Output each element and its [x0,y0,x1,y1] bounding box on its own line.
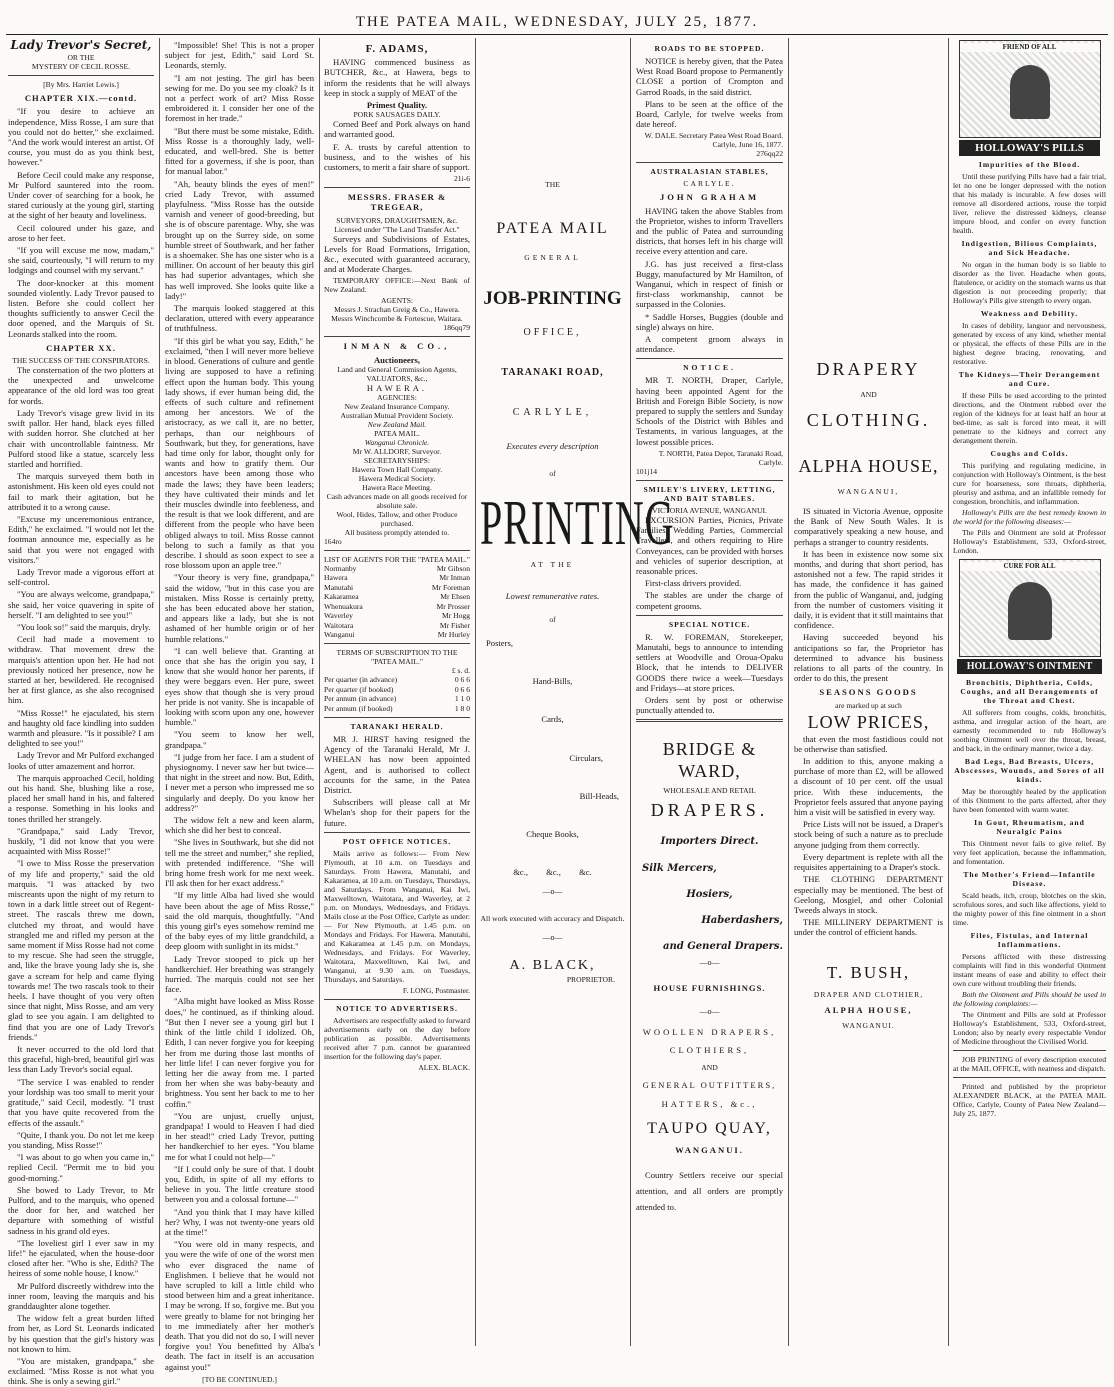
agents-heading: LIST OF AGENTS FOR THE "PATEA MAIL." [324,555,470,565]
ad-ref: 101j14 [636,466,658,476]
h-heading: In Gout, Rheumatism, and Neuralgic Pains [974,818,1085,836]
graham-text4: A competent groom always in attendance. [636,334,783,355]
foreman-text2: Orders sent by post or otherwise punctually attended to. [636,694,783,716]
divider [636,480,783,481]
agents-table [324,564,470,639]
column-drapery [794,40,943,1345]
figure-icon [1010,65,1050,119]
alpha-text: IS situated in Victoria Avenue, opposite the Bank of New South Wales. It is comparatively speaking a new house, and perhaps a stranger to country residents. [794,506,943,547]
alpha-and: AND [860,390,877,399]
roads-heading: ROADS TO BE STOPPED. [654,44,765,53]
jp-work: All work executed with accuracy and Dispatch. [480,913,625,923]
h-heading: Weakness and Debility. [980,309,1079,318]
jp-atthe: AT THE [530,559,575,569]
advertisers-sign: ALEX. BLACK. [418,1062,470,1072]
adams-pork: PORK SAUSAGES DAILY. [353,110,441,120]
inman-agency: New Zealand Mail. [367,420,427,430]
divider: —o— [542,932,563,942]
jp-rates: Lowest remunerative rates. [505,590,600,601]
smiley-heading: SMILEY'S LIVERY, LETTING, AND BAIT STABLES. [643,484,776,503]
terms-heading: TERMS OF SUBSCRIPTION TO THE "PATEA MAIL." [336,648,458,667]
bw-silk: Silk Mercers, [642,862,717,874]
h-text: In cases of debility, languor and nervousness, generated by excess of any kind, whether mental or physical, the effects of these Pills are in the highest degree bracing, renovating, and restorative. [953,321,1106,366]
h-heading: The Mother's Friend—Infantile Disease. [963,870,1096,888]
inman-secretaryship: Hawera Medical Society. [358,474,436,484]
divider [953,1077,1106,1078]
column-divider [630,38,631,1346]
alpha-low: LOW PRICES, [807,711,930,732]
inman-place: HAWERA. [366,382,428,393]
divider [324,643,470,644]
figure-icon [1008,582,1052,640]
bw-and: AND [701,1063,718,1073]
post-heading: POST OFFICE NOTICES. [342,836,452,846]
column-holloway [953,40,1106,1345]
divider [324,336,470,337]
inman-sub: Auctioneers, [373,354,421,365]
smiley-text: EXCURSION Parties, Picnics, Private Families, Wedding Parties, Commercial Travellers, and others requiring to Hire Conveyances, can be provided with horses and vehicles of superior description, at reasonable prices. [636,514,783,576]
smiley-text3: The stables are under the charge of competent grooms. [636,590,783,611]
story-byline: [By Mrs. Harriet Lewis.] [43,80,119,90]
cure-for-all-badge [959,559,1101,657]
inman-text: Land and General Commission Agents, [337,364,457,374]
chapter-text: The consternation of the two plotters at the unexpected and unwelcome appearance of the old lord was too great for words. Lady Trevor's visage grew livid in its swift pallor. Her hand, black eyes filled with sudden horror. She clutched at her chair with uncontrollable faintness. Mr Pulford stood like a statue, scarcely less startled and horrified. The marquis surveyed them both in astonishment. His keen old eyes could not fail to mark their agitation, but he attributed it to a wrong cause. "Excuse my unceremonious entrance, Edith," he exclaimed. "I would not let the footman announce me, especially as he said that you were not engaged with visitors." Lady Trevor made a vigorous effort at self-control. "You are always welcome, grandpapa," she said, her voice quavering in spite of herself. "I am delighted to see you!" "You look so!" said the marquis, dryly. Cecil had made a movement to withdraw. That movement drew the marquis's attention upon her. He had not previously noticed her presence, now he started at her, bewildered. He recognised her at first glance, as she also recognised him. "Miss Rosse!" he ejaculated, his stern and haughty old face kindling into sudden warmth and pleasure. "Is it possible? I am delighted to see you!" Lady Trevor and Mr Pulford exchanged looks of utter amazement and horror. The marquis approached Cecil, holding out his hand. She, blushing like a rose, placed her small hand in his, and faltered a response. Something in his looks and tones thrilled her strangely. "Grandpapa," said Lady Trevor, huskily, "I did not know that you were acquainted with Miss Rosse!" "I owe to Miss Rosse the preservation of my life and property," said the old marquis. "I was attacked by two miscreants upon the night of my return to town in a dark little street out of Regent-street. The rascals threw me down, clutched my throat, and would have strangled me and rifled my person at the same moment if Miss Rosse had not come to my rescue. She had seen the struggle, and, like the brave young lady she is, she gave a scream for help and came flying towards me! The two rascals took to their heels. I have thought of you very often since that night, Miss Rosse, and am very glad to see you again. I am delighted to find that you are one of Lady Trevor's friends." It never occurred to the old lord that this graceful, high-bred, beautiful girl was less than Lady Trevor's social equal. "The service I was enabled to render your lordship was too small to merit your gratitude," said Cecil, modestly. "I trust that you have quite recovered from the effects of the assault." "Quite, I thank you. Do not let me keep you standing, Miss Rosse!" "I was about to go when you came in," replied Cecil. "Permit me to bid you good-morning." She bowed to Lady Trevor, to Mr Pulford, and to the marquis, who opened the door for her, and watched her departure with something of wistful sadness in his grand old eyes. "The loveliest girl I ever saw in my life!" he ejaculated, when the house-door closed after her. "Who is she, Edith? The heiress of some noble house, I know." Mr Pulford discreetly withdrew into the inner room, leaving the marquis and his granddaughter alone together. The widow felt a great burden lifted from her, as Lord St. Leonards indicated by his question that the girl's history was not known to him. "You are mistaken, grandpapa," she exclaimed. "Miss Rosse is not what you think. She is only a sewing girl." [8,365,154,1387]
ad-ref: 21i-6 [453,174,470,184]
north-text: MR T. NORTH, Draper, Carlyle, having been appointed Agent for the British and Foreign Bible Society, is now prepared to supply the settlers and Sunday Schools of the District with Bibles and Testaments, in various languages, at the lowest possible prices. [636,375,783,447]
page-masthead: THE PATEA MAIL, WEDNESDAY, JULY 25, 1877. [355,14,759,30]
jp-printing: PRINTING [480,486,675,559]
h-text: Holloway's Pills are the best remedy known in the world for the following diseases:— [953,508,1106,526]
inman-agency: PATEA MAIL. [374,429,420,439]
bw-woollen: WOOLLEN DRAPERS, [642,1026,777,1037]
graham-text: HAVING taken the above Stables from the Proprietor, wishes to inform Travellers and the public of Patea and surrounding districts, that horses left in his charge will receive every attention and care. [636,205,783,257]
adams-quality: Primest Quality. [366,100,428,111]
jp-the: THE [545,180,560,189]
jp-item: Bill-Heads, [579,790,619,801]
north-sign: T. NORTH, Patea Depot, Taranaki Road, Carlyle. [658,448,783,467]
alpha-text: Price Lists will not be issued, a Draper's stock being of such a nature as to preclude anyone judging from them correctly. [794,819,943,850]
h-text: Until these purifying Pills have had a fair trial, let no one be longer depressed with the notion that his malady is incurable. A few doses will remove all disordered actions, rouse the torpid liver, relieve the distressed kidneys, cleanse impure blood, and confer on every function health. [953,172,1106,235]
column-divider [788,38,789,1346]
herald-heading: TARANAKI HERALD. [350,721,444,731]
h-heading: Bronchitis, Diphtheria, Colds, Coughs, and all Derangements of the Throat and Chest. [960,678,1099,705]
terms-currency: £ s. d. [451,666,470,676]
bw-importers: Importers Direct. [660,836,759,848]
divider: —o— [699,1006,720,1016]
badge-label: FRIEND OF ALL [960,43,1100,52]
alpha-draper: DRAPER AND CLOTHIER, [813,989,924,999]
table-row: Per annum (if booked) 1 8 0 [324,703,470,713]
h-text: May be thoroughly healed by the application of this Ointment to the parts affected, after they have been fomented with warm water. [953,787,1106,814]
bw-clothiers: CLOTHIERS, [669,1045,750,1056]
chapter-subheading: THE SUCCESS OF THE CONSPIRATORS. [12,356,150,366]
column-advertisements [324,40,470,1345]
inman-secretaryships-heading: SECRETARYSHIPS: [363,456,431,466]
alpha-bush: T. BUSH, [826,962,911,982]
inman-secretaryship: Hawera Town Hall Company. [351,465,443,475]
alpha-text: that even the most fastidious could not be otherwise than satisfied. [794,733,943,754]
jp-general: GENERAL [524,253,581,262]
aus-heading: AUSTRALASIAN STABLES, [650,167,769,177]
jp-item: Hand-Bills, [532,676,573,687]
bw-drapers: DRAPERS. [650,800,769,821]
divider [636,162,783,163]
story-subtitle: MYSTERY OF CECIL ROSSE. [31,62,131,72]
jp-carlyle: CARLYLE, [512,407,593,419]
divider [953,1050,1106,1051]
smiley-sub: VICTORIA AVENUE, WANGANUI. [652,505,767,515]
bw-hosiers: Hosiers, [686,888,733,900]
alpha-wanganui: WANGANUI, [837,487,900,496]
advertisers-heading: NOTICE TO ADVERTISERS. [336,1003,458,1013]
alpha-text: THE CLOTHING DEPARTMENT especially may be mentioned. The best of Geelong, Mosgiel, and other Colonial Tweeds always in stock. [794,874,943,915]
ad-ref: 186qq79 [443,323,470,333]
fraser-agents-heading: AGENTS: [380,296,414,306]
adams-text: HAVING commenced business as BUTCHER, &c., at Hawera, begs to inform the residents that he will always keep in stock a supply of MEAT of the [324,57,470,98]
friend-of-all-badge [959,40,1101,138]
inman-wool: Wool, Hides, Tallow, and other Produce purchased. [336,510,458,529]
graham-text3: * Saddle Horses, Buggies (double and single) always on hire. [636,311,783,332]
inman-valuators: VALUATORS, &c., [366,373,428,383]
inman-cash: Cash advances made on all goods received for absolute sale. [326,492,468,511]
inman-agency: New Zealand Insurance Company. [344,402,450,412]
to-be-continued: [TO BE CONTINUED.] [202,1374,277,1384]
h-heading: Files, Fistulas, and Internal Inflammations. [970,931,1089,949]
alpha-marked: are marked up at such [835,700,902,710]
chapter-text: "If you desire to achieve an independence, Miss Rosse, I am sure that you could not do better," she exclaimed. "And the work would interest an artist. Of course, you must do as you think best, however." Before Cecil could make any response, Mr Pulford sauntered into the room. Under cover of searching for a book, he stared curiously at the young girl, starting at the sight of her beauty and loveliness. Cecil coloured under his gaze, and arose to her feet. "If you will excuse me now, madam," she said, courteously, "I will return to my lodgings and counsel with my servant." The door-knocker at this moment sounded violently. Lady Trevor paused to listen. Before she could collect her thoughts sufficiently to answer Cecil the door opened, and the Marquis of St. Leonards stalked into the room. [8,106,154,339]
holloway-pills-banner: HOLLOWAY'S PILLS [959,140,1100,156]
jp-title: PATEA MAIL [496,220,609,237]
jp-road: TARANAKI ROAD, [501,367,604,379]
divider: —o— [542,887,563,897]
table-row: Per annum (in advance) 1 1 0 [324,694,470,704]
inman-agency: Mr W. ALLDORF, Surveyor. [352,447,442,457]
ad-ref: 276qq22 [756,149,783,159]
table-row: Kakaramea Mr Ehsen [324,592,470,602]
column-divider [475,38,476,1346]
inman-agency: Australian Mutual Provident Society. [340,411,454,421]
h-heading: Coughs and Colds. [990,449,1069,458]
roads-plans: Plans to be seen at the office of the Board, Carlyle, for twelve weeks from date hereof. [636,98,783,130]
h-text: Scald heads, itch, croup, blotches on the skin, scrofulous sores, and such like affections, yield to the mighty power of this fine ointment in a short time. [953,891,1106,927]
post-text: Mails arrive as follows:— From New Plymouth, at 10 a.m. on Tuesdays and Saturdays. From Hawera, Manutahi, and Kakaramea, at 10 a.m. on Tuesdays, Thursdays, and Saturdays. From Wanganui, Kai Iwi, Maxwelltown, Waitotara, and Waverley, at 2 p.m. on Mondays, Wednesdays, and Fridays. Mails close at the Post Office, Carlyle as under:— For New Plymouth, at 1.45 p.m. on Mondays and Fridays. For Hawera, Manutahi, and Kakaramea at 1.45 p.m. on Mondays, Wednesdays, and Fridays. For Waverley, Waitotara, Maxwelltown, Kai Iwi, and Wanganui, at 9.30 a.m. on Tuesdays, Thursdays, and Saturdays. [324,848,470,984]
fraser-office: TEMPORARY OFFICE:—Next Bank of New Zealand. [324,276,470,295]
story-or: OR THE [67,53,95,63]
table-row: Normanby Mr Gibson [324,564,470,574]
aus-place: CARLYLE. [683,179,736,189]
alpha-text: In addition to this, anyone making a purchase of more than £2, will be allowed a discount of 10 per cent. off the usual price. With these inducements, the Proprietor feels assured that anyone paying him a visit will be satisfied in every way. [794,756,943,818]
divider [324,550,470,551]
fraser-agents: Messrs J. Strachan Greig & Co., Hawera. Messrs Winchcombe & Fortescue, Waitara. [331,305,463,324]
h-text: All sufferers from coughs, colds, bronchitis, asthma, and irregular action of the heart, are earnestly recommended to rub Holloway's soothing Ointment well over the throat, breast, and back, in the ordinary manner, twice a day. [953,708,1106,753]
inman-heading: INMAN & CO., [343,341,451,352]
job-printing-note: JOB PRINTING of every description executed at the MAIL OFFICE, with neatness and dispatch. [953,1055,1106,1073]
chapter-heading: CHAPTER XIX.—contd. [24,93,138,104]
terms-table [324,675,470,713]
divider [636,358,783,359]
adams-heading: F. ADAMS, [365,43,429,55]
bw-wanganui: WANGANUI. [675,1144,744,1155]
alpha-house2: ALPHA HOUSE, [824,1004,913,1015]
bw-house: HOUSE FURNISHINGS. [653,982,766,993]
inman-agency: Wanganui Chronicle. [364,438,430,448]
ad-ref: 164ro [324,537,342,547]
alpha-drapery: DRAPERY [816,359,921,379]
fraser-licence: Licensed under "The Land Transfer Act." [334,224,460,234]
jp-of: of [549,468,556,478]
post-sign: F. LONG, Postmaster. [402,985,470,995]
herald-text: MR J. HIRST having resigned the Agency of the Taranaki Herald, Mr J. WHELAN has now been appointed Agent, and is authorised to collect accounts for the same, in the Patea District. [324,733,470,795]
adams-trust: F. A. trusts by careful attention to business, and to the wishes of his customers, to merit a fair share of support. [324,141,470,173]
alpha-text: Every department is replete with all the requisites appertaining to a Draper's stock. [794,851,943,873]
jp-black: A. BLACK, [509,957,596,973]
smiley-text2: First-class drivers provided. [645,578,742,589]
h-text: The Pills and Ointment are sold at Professor Holloway's Establishment, 533, Oxford-street, London. [953,528,1106,555]
fraser-sub: SURVEYORS, DRAUGHTSMEN, &c. [336,215,458,225]
table-row: Hawera Mr Inman [324,573,470,583]
table-row: Wanganui Mr Hurley [324,629,470,639]
h-text: This purifying and regulating medicine, in conjunction with Holloway's Ointment, is the best cure for hoarseness, sore throats, diphtheria, pleurisy and asthma, and an infallible remedy for congestion, bronchitis, and inflammation. [953,461,1106,506]
inman-prompt: All business promptly attended to. [344,528,450,538]
column-divider [319,38,320,1346]
bw-wholesale: WHOLESALE AND RETAIL [663,786,756,796]
table-row: Waitotara Mr Fisher [324,620,470,630]
bw-hatters: HATTERS, &c., [661,1098,758,1109]
divider [324,717,470,718]
jp-office: OFFICE, [523,327,582,338]
h-heading: Impurities of the Blood. [978,160,1081,169]
advertisers-text: Advertisers are respectfully asked to forward advertisements early on the day before publication as possible. Advertisements received after 7 p.m. cannot be guaranteed insertion for the following day's paper. [324,1015,470,1061]
alpha-text: THE MILLINERY DEPARTMENT is under the control of efficient hands. [794,917,943,938]
h-text: If these Pills be used according to the printed directions, and the Ointment rubbed over the region of the kidneys for at least half an hour at bed-time, as salt is forced into meat, it will penetrate to the kidneys and correct any derangement therein. [953,391,1106,445]
jp-item: Cards, [541,714,564,725]
jp-etc: &c., &c., &c. [513,867,592,878]
jp-item: Circulars, [569,752,603,763]
h-text: This Ointment never fails to give relief. By very feet application, because the inflammation, and fomentation. [953,839,1106,866]
adams-corned: Corned Beef and Pork always on hand and warranted good. [324,119,470,140]
roads-sign: W. DALE. Secretary Patea West Road Board. Carlyle, June 16, 1877. [644,131,783,150]
table-row: Whenuakura Mr Prosser [324,601,470,611]
table-row: Per quarter (if booked) 0 6 6 [324,684,470,694]
special-heading: SPECIAL NOTICE. [668,619,751,629]
alpha-wanganui2: WANGANUI. [842,1020,895,1030]
jp-item: Cheque Books, [526,829,579,840]
bw-haber: Haberdashers, [701,914,783,926]
h-text: Both the Ointment and Pills should be used in the following complaints:— [953,990,1106,1008]
story-title: Lady Trevor's Secret, [10,38,152,52]
chapter-heading: CHAPTER XX. [46,342,116,353]
story-text: "Impossible! She! This is not a proper subject for jest, Edith," said Lord St. Leonards, sternly. "I am not jesting. The girl has been sewing for me. Do you see my cloak? Is it not a perfect work of art? Miss Rosse embroidered it. I consider her one of the foremost in her trade." "But there must be some mistake, Edith. Miss Rosse is a thoroughly lady, well-educated, and well-bred. She is better fitted for a governess, if she is poor, than for manual labor." "Ah, beauty blinds the eyes of men!" cried Lady Trevor, with assumed playfulness. "Miss Rosse has the outside varnish and veneer of good-breeding, but she is of obscure parentage. Why, she was brought up on the Surrey side, on some humble street of Southwark, and her father is a shoemaker. She has one sister who is a milliner. On account of her beauty this girl has had superior advantages, which she has well improved. She looks quite like a lady!" The marquis looked staggered at this declaration, uttered with every appearance of truthfulness. "If this girl be what you say, Edith," he exclaimed, "then I will never more believe in blood. Generations of culture and gentle living are supposed to have a refining effect upon the human body. This young lady shows, if ever human being did, the effects of such culture and refinement among her ancestors. We of the aristocracy, as we call it, are no better, perhaps, than our neighbours of Southwark, but they, for generations, have had time only for labor, thought only for wants and how to gratify them. Our ancestors have been among those who made the laws; they have been leaders; they have cultivated their minds and let their muscles dwindle into feebleness, and the result is that we look different, and are different from the people who have been obliged always to toil. Miss Rosse cannot belong to such a family as that you describe. I should as soon expect to see a rose blossom upon an apple tree." "Your theory is very fine, grandpapa," said the widow, "but in this case you are mistaken. Miss Rosse is certainly pretty, she has been educated above her station, and appears like a lady, but she is not ashamed of her humble origin or of her humble relations." "I can well believe that. Granting at once that she has the origin you say, I know that she would honor her parents, if they were beggars even. Her pure, sweet eyes show that though she is very proud her pride is not vanity. She is incapable of looking with scorn upon any one, however humble." "You seem to know her well, grandpapa." "I judge from her face. I am a student of physiognomy. I never saw her but twice—that night in the street and now. But, Edith, I never met a person who impressed me so singularly and deeply. Do you know her address?" The widow felt a new and keen alarm, which she did her best to conceal. "She lives in Southwark, but she did not tell me the street and number," she replied, with pretended indifference. "She will bring home fresh work for me next week. I'll ask then for her exact address." "If my little Alba had lived she would have been about the age of Miss Rosse," said the old marquis, thoughtfully. "And this young girl's eyes somehow remind me of the baby eyes of my little grandchild, a deep gloom with sunlight in its midst." Lady Trevor stooped to pick up her handkerchief. Her breathing was strangely hurried. The marquis could not see her face. "Alba might have looked as Miss Rosse does," he continued, as if thinking aloud. "But then I never see a young girl but I think of the little child I idolized. Oh, Edith, I can never forgive you for keeping her from me during those last months of her little life! I can never forgive you for letting her die away from me. I parted from her when she was baby-beauty and brightness. You sent her back to me to her coffin." "You are unjust, cruelly unjust, grandpapa! I would to Heaven I had died in her stead!" cried Lady Trevor, putting her handkerchief to her eyes. "You blame me for what I could not help—" "If I could only be sure of that. I doubt you, Edith, in spite of all my efforts to believe in you. The little creature stood between you and a colossal fortune—" "And you think that I may have killed her? Why, I was not twenty-one years old at the time!" "You were old in many respects, and you were the wife of one of the worst men who ever disgraced the name of Englishmen. I believe that he would not have scrupled to kill a little child who stood between him and a great inheritance. I may be wrong. If so, forgive me. But you were greatly to blame for not bringing her to me immediately after her mother's death. That you did not do so, I will never forgive you! You benefitted by Alba's death. The fact in itself is an accusation against you!" [165,40,314,1372]
fraser-heading: MESSRS. FRASER & TREGEAR, [347,192,447,213]
divider [324,187,470,188]
notice-heading: NOTICE. [683,363,736,373]
divider [324,999,470,1000]
alpha-seasons: SEASONS GOODS [819,687,918,698]
imprint: Printed and published by the proprietor ALEXANDER BLACK, at the PATEA MAIL Office, Carlyle, County of Patea New Zealand—July 25, 1877. [953,1082,1106,1118]
h-heading: Bad Legs, Bad Breasts, Ulcers, Abscesses, Wounds, and Sores of all kinds. [954,757,1105,784]
inman-secretaryship: Hawera Race Meeting. [362,483,432,493]
column-notices [636,40,783,1345]
jp-prop: PROPRIETOR. [566,975,615,985]
jp-job: JOB-PRINTING [483,288,622,309]
inman-agencies-heading: AGENCIES: [377,393,417,403]
fraser-text: Surveys and Subdivisions of Estates, Levels for Road Formations, Irrigation, &c., executed with guaranteed accuracy, and at Moderate Charges. [324,233,470,275]
roads-text: NOTICE is hereby given, that the Patea West Road Board propose to Permanently CLOSE a portion of Crompton and Garrod Roads, in the said district. [636,56,783,97]
divider [324,832,470,833]
bw-outfitters: GENERAL OUTFITTERS, [642,1080,777,1091]
alpha-text: Having succeeded beyond his anticipations so far, the Proprietor has determined to advance his business relations to all parts of the country. In order to do this, the present [794,632,943,684]
divider [636,719,783,722]
column-story-continued [165,40,314,1384]
table-row: Manutahi Mr Foreman [324,582,470,592]
divider [8,75,154,76]
divider [636,615,783,616]
graham-text2: J.G. has just received a first-class Buggy, manufactured by Mr Hamilton, of Wanganui, which in respect of finish or first-class workmanship, cannot be surpassed in the Colonies. [636,258,783,310]
column-divider [159,38,160,1346]
masthead-rule [6,34,1108,35]
h-text: The Ointment and Pills are sold at Professor Holloway's Establishment, 533, Oxford-street, London; also by nearly every respectable Vendor of Medicine throughout the Civilised World. [953,1010,1106,1046]
table-row: Waverley Mr Hogg [324,611,470,621]
jp-of: of [549,615,556,625]
jp-executes: Executes every description [506,440,599,451]
holloway-ointment-banner: HOLLOWAY'S OINTMENT [957,659,1102,674]
h-heading: The Kidneys—Their Derangement and Cure. [958,370,1101,388]
bw-name: BRIDGE & WARD, [662,739,757,782]
table-row: Per quarter (in advance) 0 6 6 [324,675,470,685]
alpha-house: ALPHA HOUSE, [798,456,939,476]
column-story [8,38,154,1387]
jp-item: Posters, [486,638,513,649]
alpha-text: It has been in existence now some six months, and during that short period, has astonished not a few. The rapid strides it has made, the confidence it has gained from the public of Wanganui, and, judging from the number of customers visiting it daily, it is evident that it still maintains that confidence. [794,548,943,631]
h-text: Persons afflicted with these distressing complaints will find in this wonderful Ointment instant means of ease and ability to effect their own cure without troubling their friends. [953,952,1106,988]
bw-taupo: TAUPO QUAY, [647,1119,772,1137]
divider: —o— [699,958,720,968]
h-text: No organ in the human body is so liable to disorder as the liver. Headache when gouts, flatulence, or acidity on the stomach warns us that digestion is not proceeding properly; that Holloway's Pills give strength to every organ. [953,260,1106,305]
foreman-text: R. W. FOREMAN, Storekeeper, Manutahi, begs to announce to intending settlers at Woodville and Oroua-Opaku Block, that he intends to DELIVER GOODS there twice a week—Tuesdays and Fridays—at store prices. [636,631,783,693]
h-heading: Indigestion, Bilious Complaints, and Sick Headache. [961,239,1098,257]
herald-text2: Subscribers will please call at Mr Whelan's shop for their papers for the future. [324,797,470,828]
alpha-clothing: CLOTHING. [806,410,931,430]
graham-name: JOHN GRAHAM [659,192,760,203]
bw-general: and General Drapers. [663,941,783,953]
column-divider [948,38,949,1346]
bw-country: Country Settlers receive our special attention, and all orders are promptly attended to. [636,1169,783,1212]
badge-label: CURE FOR ALL [960,562,1100,571]
